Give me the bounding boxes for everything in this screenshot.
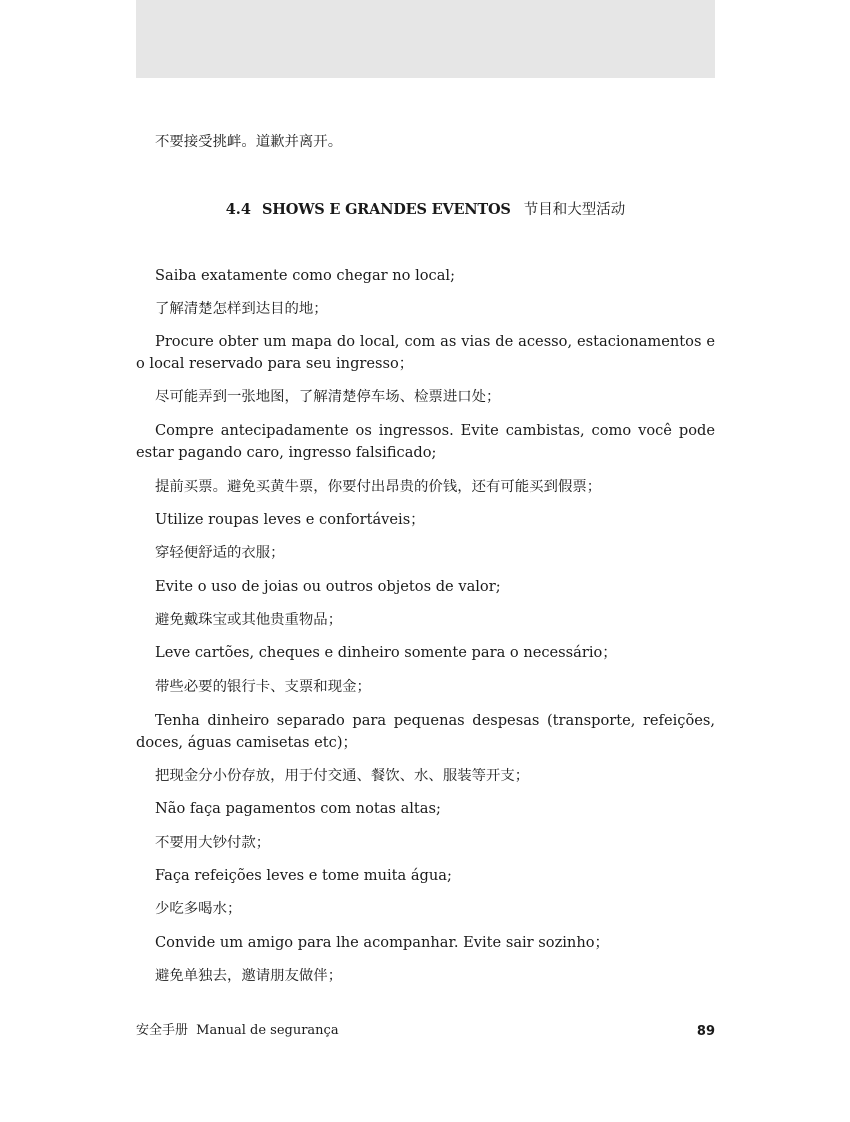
footer-title-pt: Manual de segurança [196, 1023, 339, 1038]
paragraph: Leve cartões, cheques e dinheiro somente para o necessário； [155, 644, 617, 661]
paragraph-cn: 穿轻便舒适的衣服； [155, 545, 285, 561]
footer-title-cn: 安全手册 [136, 1023, 189, 1038]
paragraph: Tenha dinheiro separado para pequenas despesas (transporte, refeições, doces, águas camisetas etc)； [136, 712, 715, 751]
paragraph: Procure obter um mapa do local, com as vias de acesso, estacionamentos e o local reservado para seu ingresso； [136, 333, 715, 372]
paragraph-cn: 了解清楚怎样到达目的地； [155, 301, 328, 317]
paragraph: Evite o uso de joias ou outros objetos de valor; [155, 578, 501, 595]
paragraph: Não faça pagamentos com notas altas; [155, 800, 441, 817]
paragraph: Compre antecipadamente os ingressos. Evite cambistas, como você pode estar pagando caro, ingresso falsificado; [136, 422, 715, 461]
top-image-placeholder [136, 0, 715, 78]
paragraph: Saiba exatamente como chegar no local; [155, 267, 456, 284]
section-title-cn: 节目和大型活动 [523, 202, 626, 218]
paragraph: Utilize roupas leves e confortáveis； [155, 511, 425, 528]
footer-book-title [136, 1021, 339, 1041]
paragraph-cn: 避免戴珠宝或其他贵重物品； [155, 612, 343, 628]
paragraph-cn: 带些必要的银行卡、支票和现金； [155, 679, 371, 695]
paragraph-cn: 少吃多喝水； [155, 901, 242, 917]
paragraph-cn: 尽可能弄到一张地图，了解清楚停车场、检票进口处； [155, 389, 501, 405]
paragraph: Convide um amigo para lhe acompanhar. Evite sair sozinho； [155, 934, 610, 951]
paragraph: Faça refeições leves e tome muita água; [155, 867, 452, 884]
paragraph-cn: 不要用大钞付款； [155, 835, 271, 851]
paragraph-cn: 避免单独去，邀请朋友做伴； [155, 968, 343, 984]
paragraph-cn: 把现金分小份存放，用于付交通、餐饮、水、服装等开支； [155, 768, 530, 784]
section-number: 4.4 [225, 201, 251, 218]
page-number: 89 [696, 1024, 715, 1039]
paragraph-cn: 提前买票。避免买黄牛票，你要付出昂贵的价钱，还有可能买到假票； [155, 479, 602, 495]
section-heading [136, 199, 715, 221]
section-title-pt: SHOWS E GRANDES EVENTOS [262, 201, 511, 218]
intro-line: 不要接受挑衅。道歉并离开。 [155, 134, 343, 150]
